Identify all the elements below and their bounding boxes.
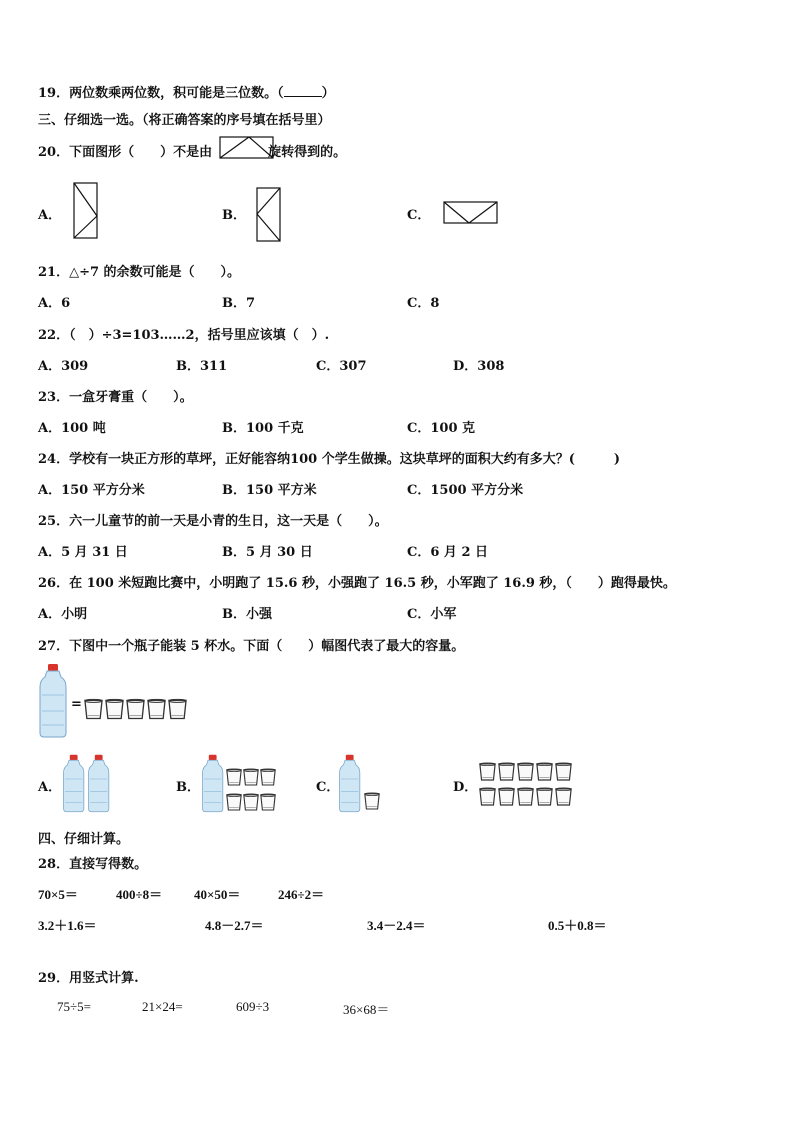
option-c[interactable]: C．100 克	[407, 421, 476, 436]
answer-blank[interactable]	[284, 84, 322, 97]
question-number: 19．	[38, 86, 70, 101]
calc-item[interactable]: 40×50＝	[194, 887, 241, 902]
option-b-label[interactable]: B．	[176, 780, 200, 795]
section-3-title: 三、仔细选一选。（将正确答案的序号填在括号里）	[38, 113, 331, 128]
water-bottle-icon	[62, 754, 85, 813]
question-text: 两位数乘两位数，积可能是三位数。（	[69, 86, 284, 101]
option-b[interactable]: B．100 千克	[222, 421, 304, 436]
option-a[interactable]: A．6	[38, 296, 71, 311]
equals-sign: =	[71, 697, 82, 712]
option-c-label[interactable]: C．	[316, 780, 340, 795]
calc-item[interactable]: 4.8－2.7＝	[205, 918, 264, 933]
option-b[interactable]: B．150 平方米	[222, 483, 317, 498]
water-cup-icon	[517, 761, 534, 782]
calc-item[interactable]: 609÷3	[236, 999, 270, 1014]
question-20: 20．下面图形（ ）不是由 旋转得到的。	[38, 145, 347, 160]
option-b-label[interactable]: B．	[222, 208, 246, 223]
water-cup-icon	[479, 761, 496, 782]
question-29: 29．用竖式计算.	[38, 971, 139, 986]
water-cup-icon	[364, 791, 380, 811]
calc-item[interactable]: 400÷8＝	[116, 887, 163, 902]
question-25: 25．六一儿童节的前一天是小青的生日，这一天是（ ）。	[38, 514, 388, 529]
option-c[interactable]: C．小军	[407, 607, 457, 622]
option-a[interactable]: A．100 吨	[38, 421, 106, 436]
water-cup-icon	[260, 767, 276, 787]
calc-item[interactable]: 3.4－2.4＝	[367, 918, 426, 933]
option-b-figure[interactable]	[256, 187, 282, 243]
question-24: 24．学校有一块正方形的草坪，正好能容纳100 个学生做操。这块草坪的面积大约有多大？( )	[38, 452, 621, 467]
option-a-label[interactable]: A．	[38, 208, 62, 223]
calc-item[interactable]: 36×68＝	[343, 1002, 390, 1017]
water-bottle-icon	[38, 663, 68, 738]
option-b[interactable]: B．5 月 30 日	[222, 545, 313, 560]
water-cup-icon	[498, 761, 515, 782]
calc-item[interactable]: 3.2＋1.6＝	[38, 918, 97, 933]
water-cup-icon	[105, 697, 124, 721]
question-27: 27．下图中一个瓶子能装 5 杯水。下面（ ）幅图代表了最大的容量。	[38, 639, 465, 654]
water-cup-icon	[555, 761, 572, 782]
question-28: 28．直接写得数。	[38, 857, 148, 872]
water-cup-icon	[84, 697, 103, 721]
option-c[interactable]: C．307	[316, 359, 367, 374]
water-cup-icon	[243, 792, 259, 812]
option-a-figure[interactable]	[73, 182, 99, 240]
option-c[interactable]: C．8	[407, 296, 440, 311]
option-b[interactable]: B．小强	[222, 607, 273, 622]
option-a[interactable]: A．小明	[38, 607, 88, 622]
section-4-title: 四、仔细计算。	[38, 832, 130, 847]
question-22: 22．（ ）÷3=103……2，括号里应该填（ ）.	[38, 328, 330, 343]
water-cup-icon	[168, 697, 187, 721]
water-cup-icon	[260, 792, 276, 812]
water-cup-icon	[243, 767, 259, 787]
water-cup-icon	[126, 697, 145, 721]
water-cup-icon	[498, 786, 515, 807]
water-cup-icon	[226, 767, 242, 787]
calc-item[interactable]: 0.5＋0.8＝	[548, 918, 607, 933]
option-a[interactable]: A．150 平方分米	[38, 483, 145, 498]
calc-item[interactable]: 70×5＝	[38, 887, 78, 902]
option-c[interactable]: C．1500 平方分米	[407, 483, 524, 498]
calc-item[interactable]: 246÷2＝	[278, 887, 325, 902]
option-a[interactable]: A．309	[38, 359, 89, 374]
water-cup-icon	[226, 792, 242, 812]
question-21: 21．△÷7 的余数可能是（ ）。	[38, 265, 241, 280]
calc-item[interactable]: 75÷5=	[57, 999, 91, 1014]
water-bottle-icon	[338, 754, 361, 813]
reference-rectangle-figure	[219, 136, 275, 160]
question-19: 19．两位数乘两位数，积可能是三位数。（ ）	[38, 86, 335, 101]
option-b[interactable]: B．7	[222, 296, 256, 311]
question-23: 23．一盒牙膏重（ ）。	[38, 390, 193, 405]
option-a-label[interactable]: A．	[38, 780, 62, 795]
water-cup-icon	[555, 786, 572, 807]
question-26: 26．在 100 米短跑比赛中，小明跑了 15.6 秒，小强跑了 16.5 秒，小军跑了 16.9 秒，（ ）跑得最快。	[38, 576, 676, 591]
option-a[interactable]: A．5 月 31 日	[38, 545, 128, 560]
water-bottle-icon	[87, 754, 110, 813]
option-d-label[interactable]: D．	[453, 780, 478, 795]
option-b[interactable]: B．311	[176, 359, 228, 374]
water-cup-icon	[147, 697, 166, 721]
calc-item[interactable]: 21×24=	[142, 999, 183, 1014]
water-cup-icon	[479, 786, 496, 807]
water-cup-icon	[536, 761, 553, 782]
option-c-label[interactable]: C．	[407, 208, 431, 223]
water-cup-icon	[536, 786, 553, 807]
water-bottle-icon	[201, 754, 224, 813]
water-cup-icon	[517, 786, 534, 807]
option-c[interactable]: C．6 月 2 日	[407, 545, 489, 560]
option-c-figure[interactable]	[443, 201, 499, 225]
option-d[interactable]: D．308	[453, 359, 505, 374]
